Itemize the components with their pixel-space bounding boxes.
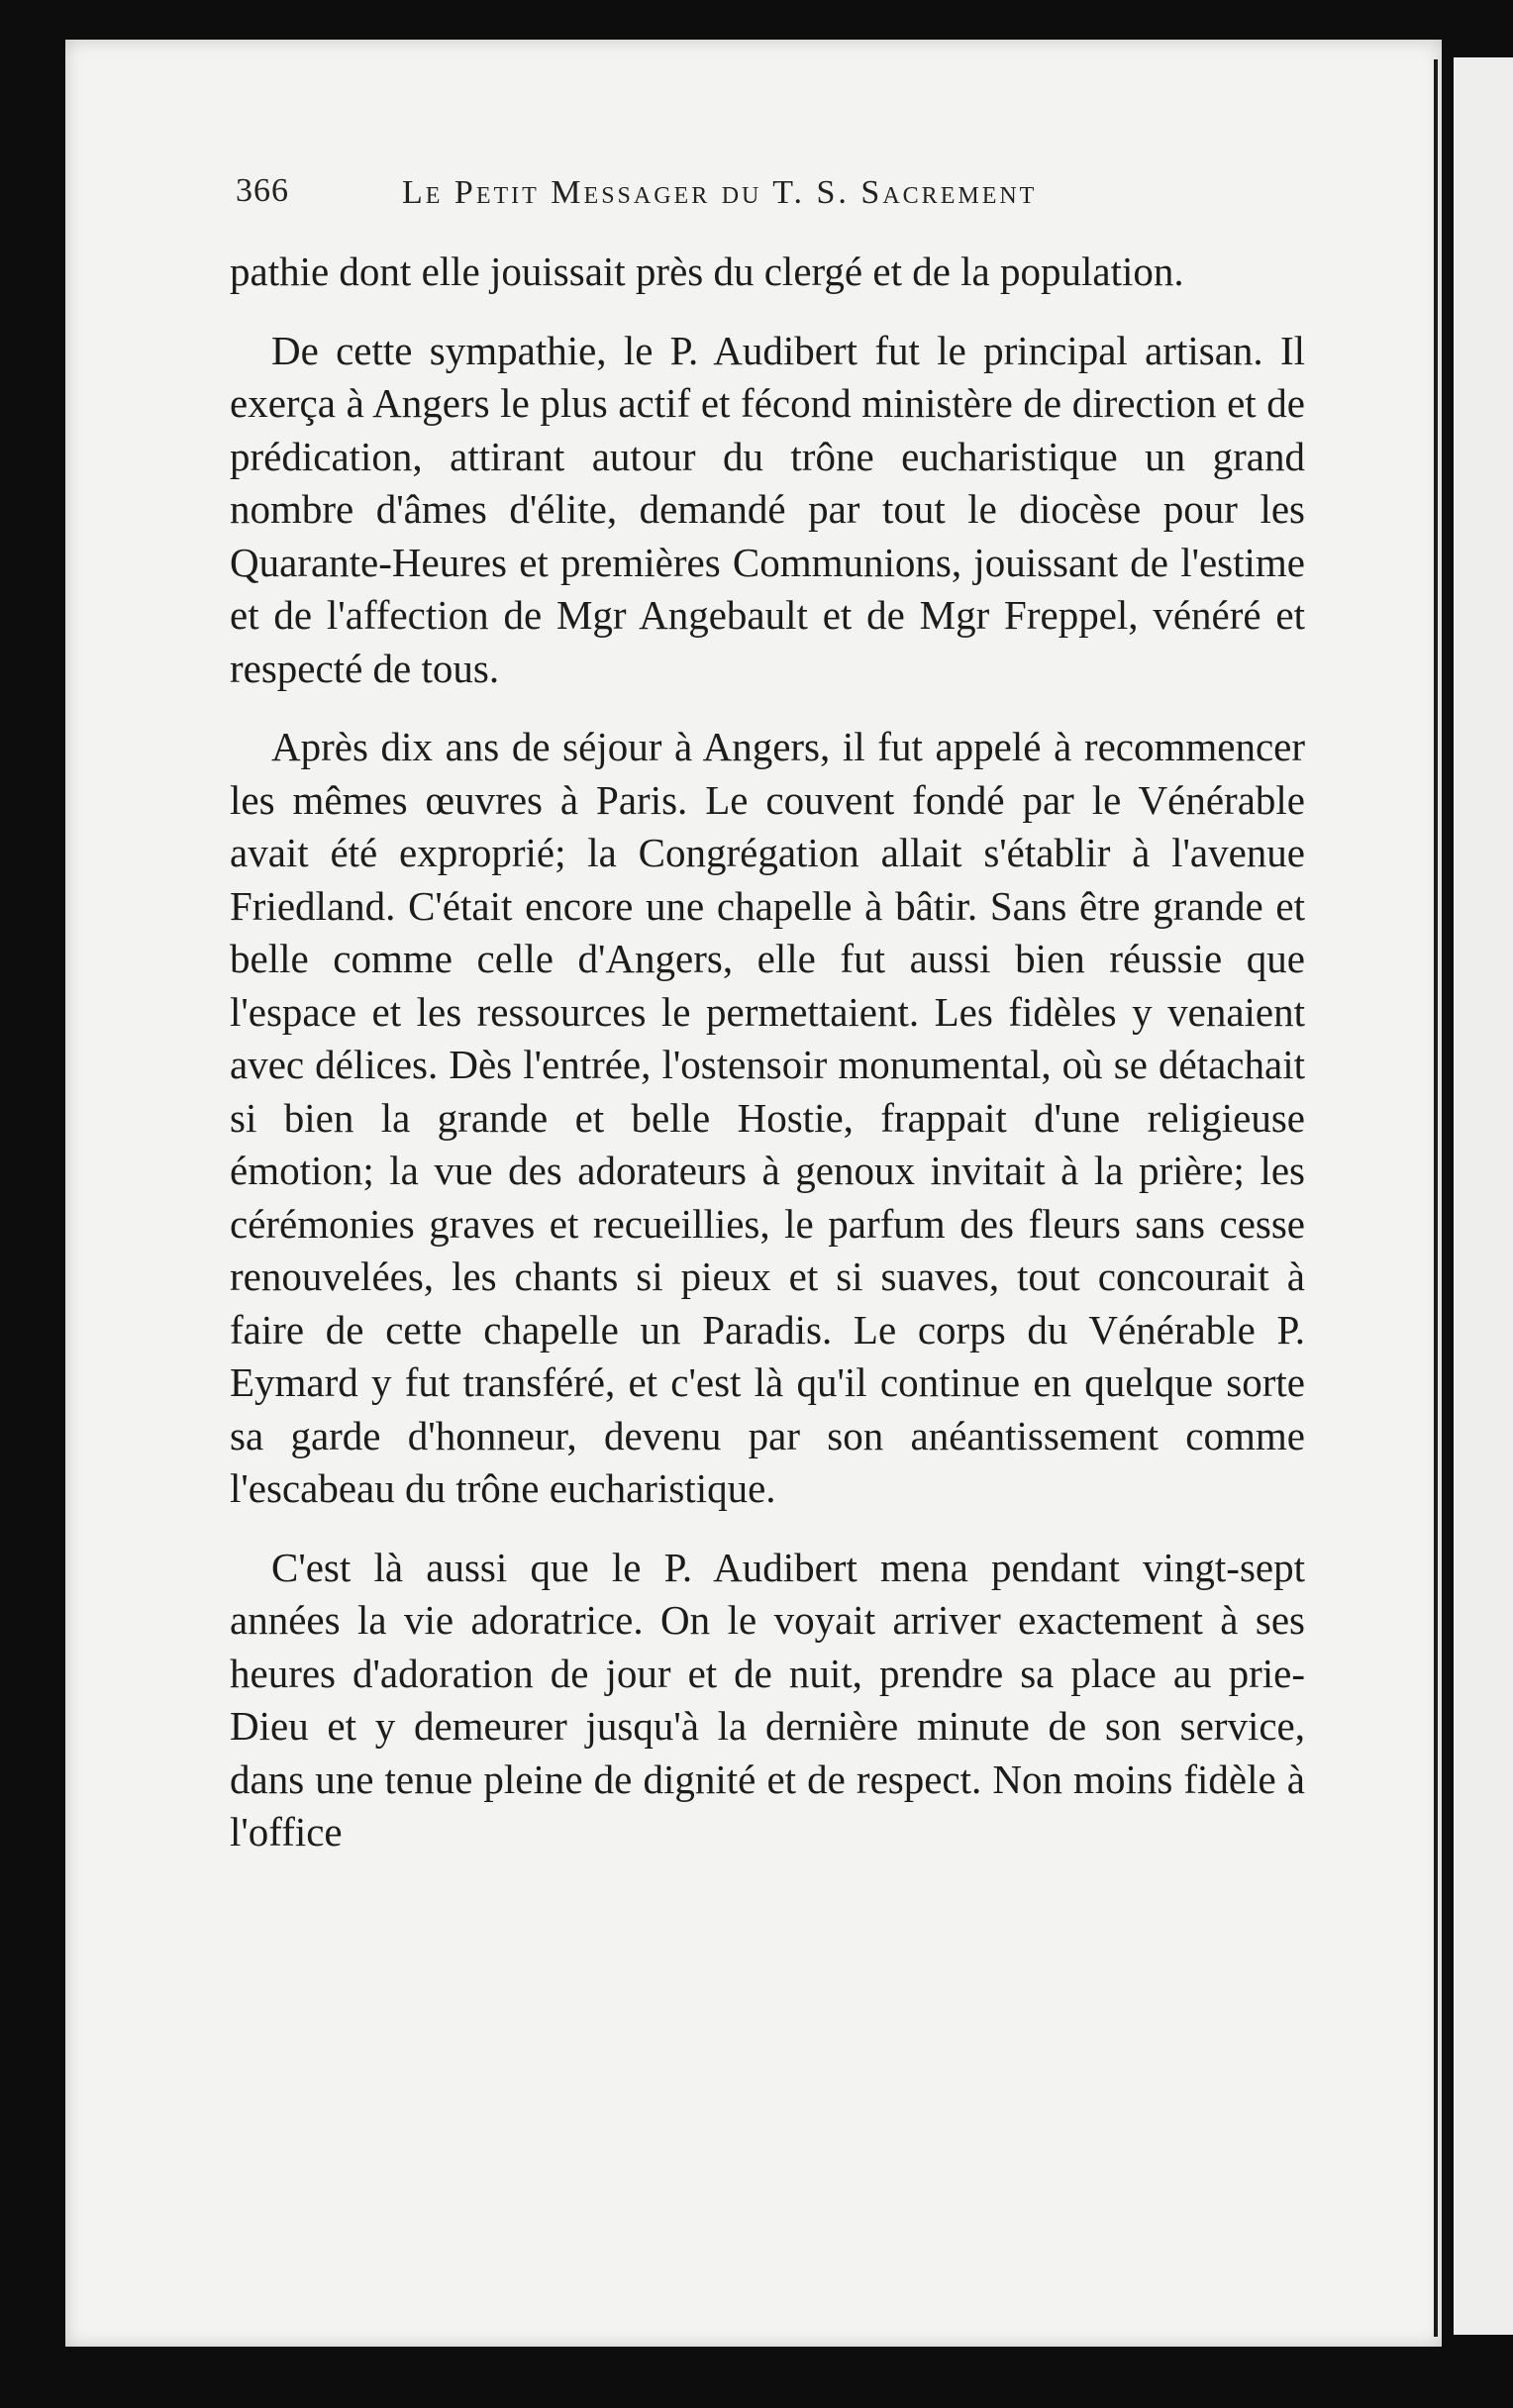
page-gutter: [1434, 59, 1438, 2337]
paragraph-continuation: pathie dont elle jouissait près du clergé et de la population.: [230, 249, 1184, 294]
paragraph: De cette sympathie, le P. Audibert fut le principal artisan. Il exerça à Angers le plus actif et fécond ministère de direction et de prédication, attirant autour du trône eucharistique un grand nombre d'âmes d'élite, demandé par tout le diocèse pour les Quarante-Heures et premières Communions, jouissant de l'estime et de l'affection de Mgr Angebault et de Mgr Freppel, vénéré et respecté de tous.: [230, 327, 1305, 691]
running-header: [172, 172, 1261, 232]
paragraph: Après dix ans de séjour à Angers, il fut appelé à recommencer les mêmes œuvres à Paris. Le couvent fondé par le Vénérable avait été exproprié; la Congrégation allait s'établir à l'avenue Friedland. C'était encore une chapelle à bâtir. Sans être grande et belle comme celle d'Angers, elle fut aussi bien réussie que l'espace et les ressources le permettaient. Les fidèles y venaient avec délices. Dès l'entrée, l'ostensoir monumental, où se détachait si bien la grande et belle Hostie, frappait d'une religieuse émotion; la vue des adorateurs à genoux invitait à la prière; les cérémonies graves et recueillies, le parfum des fleurs sans cesse renouvelées, les chants si pieux et si suaves, tout concourait à faire de cette chapelle un Paradis. Le corps du Vénérable P. Eymard y fut transféré, et c'est là qu'il continue en quelque sorte sa garde d'honneur, devenu par son anéantissement comme l'escabeau du trône eucharistique.: [230, 724, 1305, 1511]
page-number: 366: [236, 172, 289, 209]
running-title: Le Petit Messager du T. S. Sacrement: [402, 174, 1038, 211]
body-text: [230, 246, 1305, 1859]
facing-page-edge: [1454, 57, 1513, 2335]
paragraph: C'est là aussi que le P. Audibert mena pendant vingt-sept années la vie adoratrice. On le voyait arriver exactement à ses heures d'adoration de jour et de nuit, prendre sa place au prie-Dieu et y demeurer jusqu'à la dernière minute de son service, dans une tenue pleine de dignité et de respect. Non moins fidèle à l'office: [230, 1544, 1305, 1855]
